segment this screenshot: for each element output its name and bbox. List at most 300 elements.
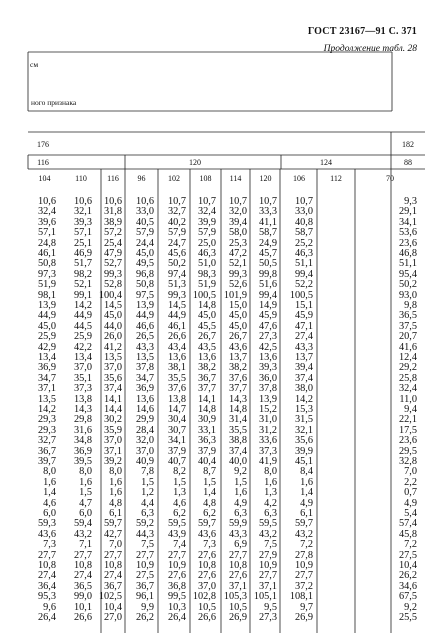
table-cell: 27,7 bbox=[258, 570, 277, 582]
table-cell: 27,7 bbox=[37, 549, 56, 561]
table-cell: 45,0 bbox=[197, 310, 216, 322]
table-cell: 43,5 bbox=[197, 341, 216, 353]
table-cell: 14,1 bbox=[103, 393, 122, 405]
table-cell: 6,3 bbox=[141, 508, 154, 519]
table-cell: 98,1 bbox=[37, 289, 56, 301]
table-cell: 34,1 bbox=[398, 216, 417, 228]
table-cell: 26,5 bbox=[135, 331, 154, 343]
table-cell: 58,7 bbox=[258, 227, 277, 239]
table-cell: 10,6 bbox=[37, 196, 56, 207]
table-cell: 102,8 bbox=[192, 591, 216, 603]
table-cell: 13,5 bbox=[135, 352, 154, 363]
table-cell: 1,2 bbox=[141, 487, 154, 499]
table-cell: 99,4 bbox=[294, 268, 313, 280]
table-cell: 30,9 bbox=[197, 414, 216, 426]
table-cell: 32,1 bbox=[73, 206, 92, 218]
table-cell: 27,6 bbox=[228, 570, 247, 582]
table-cell: 25,9 bbox=[73, 331, 92, 343]
table-cell: 25,4 bbox=[103, 237, 122, 249]
table-cell: 29,3 bbox=[37, 424, 56, 436]
table-cell: 98,2 bbox=[73, 268, 92, 280]
table-cell: 40,4 bbox=[197, 456, 216, 467]
table-cell: 34,7 bbox=[37, 372, 56, 384]
table-cell: 1,5 bbox=[173, 476, 186, 488]
table-cell: 32,8 bbox=[398, 456, 417, 467]
table-cell: 51,9 bbox=[37, 279, 56, 291]
table-cell: 8,4 bbox=[300, 466, 313, 478]
table-cell: 8,7 bbox=[203, 466, 216, 478]
table-cell: 46,1 bbox=[37, 248, 56, 259]
table-cell: 35,1 bbox=[73, 372, 92, 384]
table-cell: 9,7 bbox=[300, 601, 313, 613]
table-cell: 99,1 bbox=[73, 289, 92, 301]
table-cell: 9,2 bbox=[234, 466, 247, 478]
table-cell: 10,8 bbox=[197, 560, 216, 571]
table-cell: 59,7 bbox=[197, 518, 216, 530]
table-cell: 13,8 bbox=[73, 393, 92, 405]
table-cell: 26,2 bbox=[135, 612, 154, 623]
table-cell: 9,8 bbox=[404, 300, 417, 311]
column-header-108: 108 bbox=[199, 174, 212, 183]
table-cell: 26,9 bbox=[228, 612, 247, 623]
table-cell: 9,3 bbox=[404, 196, 417, 207]
table-cell: 10,9 bbox=[167, 560, 186, 571]
table-cell: 10,7 bbox=[167, 196, 186, 207]
column-header-110: 110 bbox=[75, 174, 87, 183]
table-cell: 1,6 bbox=[264, 476, 277, 488]
table-cell: 30,7 bbox=[167, 424, 186, 436]
table-cell: 57,4 bbox=[398, 518, 417, 530]
table-cell: 13,6 bbox=[167, 352, 186, 363]
table-cell: 26,4 bbox=[37, 612, 56, 623]
table-cell: 57,2 bbox=[103, 227, 122, 239]
table-label-feature: ного признака bbox=[31, 98, 77, 107]
table-cell: 41,6 bbox=[398, 341, 417, 353]
table-cell: 57,9 bbox=[135, 227, 154, 239]
table-cell: 44,0 bbox=[103, 320, 122, 332]
table-cell: 45,0 bbox=[228, 320, 247, 332]
table-cell: 27,4 bbox=[103, 570, 122, 582]
table-cell: 37,0 bbox=[103, 362, 122, 374]
table-cell: 10,8 bbox=[103, 560, 122, 571]
table-cell: 43,9 bbox=[167, 528, 186, 540]
table-cell: 14,5 bbox=[167, 300, 186, 311]
table-cell: 52,6 bbox=[228, 279, 247, 291]
table-cell: 7,3 bbox=[203, 539, 216, 551]
table-cell: 100,4 bbox=[98, 289, 122, 301]
table-cell: 50,8 bbox=[135, 279, 154, 291]
table-cell: 98,3 bbox=[197, 268, 216, 280]
table-cell: 13,9 bbox=[37, 300, 56, 311]
table-cell: 42,7 bbox=[103, 528, 122, 540]
table-cell: 17,5 bbox=[398, 424, 417, 436]
table-cell: 52,2 bbox=[294, 279, 313, 291]
table-cell: 52,7 bbox=[103, 258, 122, 270]
table-cell: 45,8 bbox=[398, 528, 417, 540]
table-cell: 59,5 bbox=[167, 518, 186, 530]
table-cell: 105,3 bbox=[223, 591, 247, 603]
table-cell: 43,6 bbox=[228, 341, 247, 353]
table-label-top: см bbox=[30, 60, 39, 69]
table-cell: 38,8 bbox=[228, 435, 247, 447]
table-cell: 24,8 bbox=[37, 237, 56, 249]
table-cell: 4,2 bbox=[264, 497, 277, 509]
table-cell: 59,3 bbox=[37, 518, 56, 530]
table-cell: 38,0 bbox=[294, 383, 313, 395]
table-cell: 14,6 bbox=[135, 404, 154, 415]
table-cell: 37,0 bbox=[103, 435, 122, 447]
table-cell: 25,2 bbox=[294, 237, 313, 249]
table-cell: 8,0 bbox=[109, 466, 122, 478]
table-cell: 24,4 bbox=[135, 237, 154, 249]
table-cell: 45,9 bbox=[258, 310, 277, 322]
table-cell: 37,6 bbox=[167, 383, 186, 395]
table-cell: 10,8 bbox=[228, 560, 247, 571]
table-cell: 46,8 bbox=[398, 248, 417, 259]
table-cell: 58,0 bbox=[228, 227, 247, 239]
table-cell: 31,4 bbox=[228, 414, 247, 426]
table-cell: 27,9 bbox=[258, 549, 277, 561]
column-header-96: 96 bbox=[137, 174, 146, 183]
table-cell: 11,0 bbox=[399, 393, 417, 405]
table-cell: 51,6 bbox=[258, 279, 277, 291]
table-cell: 35,5 bbox=[228, 424, 247, 436]
table-cell: 37,9 bbox=[167, 445, 186, 457]
table-cell: 30,2 bbox=[103, 414, 122, 426]
header-182: 182 bbox=[402, 140, 414, 149]
table-cell: 50,5 bbox=[258, 258, 277, 270]
table-cell: 29,1 bbox=[398, 206, 417, 218]
table-cell: 1,4 bbox=[43, 487, 56, 499]
table-cell: 57,9 bbox=[197, 227, 216, 239]
table-cell: 4,9 bbox=[300, 497, 313, 509]
table-cell: 15,3 bbox=[294, 404, 313, 415]
table-cell: 14,4 bbox=[103, 404, 122, 415]
table-cell: 9,4 bbox=[404, 404, 417, 415]
table-cell: 1,5 bbox=[79, 487, 92, 499]
table-cell: 37,1 bbox=[103, 445, 122, 457]
table-cell: 10,8 bbox=[73, 560, 92, 571]
table-cell: 32,7 bbox=[167, 206, 186, 218]
table-cell: 27,0 bbox=[103, 612, 122, 623]
table-cell: 67,5 bbox=[398, 591, 417, 603]
table-cell: 37,3 bbox=[258, 445, 277, 457]
header-124: 124 bbox=[320, 158, 332, 167]
table-cell: 1,6 bbox=[109, 476, 122, 488]
table-cell: 14,8 bbox=[228, 404, 247, 415]
table-cell: 6,2 bbox=[173, 508, 186, 519]
table-cell: 51,3 bbox=[167, 279, 186, 291]
table-cell: 36,3 bbox=[197, 435, 216, 447]
table-cell: 45,0 bbox=[135, 248, 154, 259]
table-cell: 27,6 bbox=[197, 570, 216, 582]
table-cell: 10,9 bbox=[135, 560, 154, 571]
table-cell: 44,9 bbox=[37, 310, 56, 322]
table-cell: 28,4 bbox=[135, 424, 154, 436]
table-cell: 45,9 bbox=[294, 310, 313, 322]
table-cell: 4,4 bbox=[141, 497, 154, 509]
table-cell: 35,6 bbox=[294, 435, 313, 447]
table-cell: 1,4 bbox=[300, 487, 313, 499]
table-cell: 36,4 bbox=[37, 580, 56, 592]
table-cell: 1,6 bbox=[300, 476, 313, 488]
table-cell: 45,0 bbox=[37, 320, 56, 332]
table-cell: 45,1 bbox=[294, 456, 313, 467]
table-cell: 20,7 bbox=[398, 331, 417, 343]
table-cell: 43,3 bbox=[135, 341, 154, 353]
table-cell: 13,7 bbox=[294, 352, 313, 363]
table-cell: 37,5 bbox=[398, 320, 417, 332]
table-cell: 100,5 bbox=[192, 289, 216, 301]
table-cell: 37,0 bbox=[197, 580, 216, 592]
header-176: 176 bbox=[37, 140, 49, 149]
table-cell: 100,5 bbox=[289, 289, 313, 301]
table-cell: 43,6 bbox=[197, 528, 216, 540]
table-cell: 51,0 bbox=[197, 258, 216, 270]
table-cell: 27,7 bbox=[167, 549, 186, 561]
table-cell: 15,0 bbox=[228, 300, 247, 311]
table-cell: 10,6 bbox=[103, 196, 122, 207]
table-cell: 31,0 bbox=[258, 414, 277, 426]
header-120: 120 bbox=[189, 158, 201, 167]
table-cell: 6,1 bbox=[300, 508, 313, 519]
table-cell: 23,6 bbox=[398, 435, 417, 447]
table-cell: 10,7 bbox=[258, 196, 277, 207]
table-cell: 44,3 bbox=[135, 528, 154, 540]
table-cell: 36,9 bbox=[37, 362, 56, 374]
table-cell: 43,3 bbox=[294, 341, 313, 353]
table-cell: 7,3 bbox=[43, 539, 56, 551]
table-cell: 14,5 bbox=[103, 300, 122, 311]
table-cell: 0,7 bbox=[404, 487, 417, 499]
table-cell: 1,6 bbox=[234, 487, 247, 499]
table-cell: 33,3 bbox=[258, 206, 277, 218]
table-cell: 13,6 bbox=[258, 352, 277, 363]
table-cell: 1,3 bbox=[264, 487, 277, 499]
table-cell: 4,6 bbox=[43, 497, 56, 509]
table-cell: 14,2 bbox=[294, 393, 313, 405]
table-cell: 51,1 bbox=[294, 258, 313, 270]
table-cell: 46,1 bbox=[167, 320, 186, 332]
table-cell: 22,1 bbox=[398, 414, 417, 426]
table-cell: 40,0 bbox=[228, 456, 247, 467]
table-cell: 99,0 bbox=[73, 591, 92, 603]
table-cell: 42,9 bbox=[37, 341, 56, 353]
table-cell: 45,0 bbox=[228, 310, 247, 322]
table-cell: 43,6 bbox=[37, 528, 56, 540]
table-cell: 7,5 bbox=[264, 539, 277, 551]
column-header-116: 116 bbox=[107, 174, 119, 183]
table-cell: 43,4 bbox=[167, 341, 186, 353]
table-cell: 13,9 bbox=[135, 300, 154, 311]
column-header-70: 70 bbox=[386, 174, 394, 183]
table-cell: 31,8 bbox=[103, 206, 122, 218]
table-cell: 4,6 bbox=[173, 497, 186, 509]
table-cell: 7,4 bbox=[173, 539, 186, 551]
table-cell: 12,4 bbox=[398, 352, 417, 363]
table-cell: 36,9 bbox=[73, 445, 92, 457]
table-cell: 13,6 bbox=[135, 393, 154, 405]
table-cell: 97,3 bbox=[37, 268, 56, 280]
table-cell: 39,9 bbox=[197, 216, 216, 228]
table-cell: 41,2 bbox=[103, 341, 122, 353]
table-cell: 10,6 bbox=[135, 196, 154, 207]
table-cell: 34,7 bbox=[135, 372, 154, 384]
table-cell: 27,4 bbox=[37, 570, 56, 582]
table-cell: 36,7 bbox=[135, 580, 154, 592]
table-cell: 52,1 bbox=[228, 258, 247, 270]
table-cell: 26,6 bbox=[73, 612, 92, 623]
table-cell: 52,8 bbox=[103, 279, 122, 291]
table-cell: 101,9 bbox=[223, 289, 247, 301]
table-cell: 6,2 bbox=[203, 508, 216, 519]
table-cell: 36,7 bbox=[37, 445, 56, 457]
table-cell: 13,5 bbox=[37, 393, 56, 405]
table-cell: 38,2 bbox=[228, 362, 247, 374]
table-cell: 96,1 bbox=[135, 591, 154, 603]
table-cell: 14,1 bbox=[197, 393, 216, 405]
table-cell: 1,5 bbox=[203, 476, 216, 488]
table-cell: 25,9 bbox=[37, 331, 56, 343]
table-cell: 45,5 bbox=[197, 320, 216, 332]
table-cell: 57,1 bbox=[73, 227, 92, 239]
table-cell: 6,3 bbox=[234, 508, 247, 519]
table-cell: 25,5 bbox=[398, 612, 417, 623]
table-cell: 38,1 bbox=[167, 362, 186, 374]
table-cell: 27,7 bbox=[135, 549, 154, 561]
table-cell: 14,2 bbox=[37, 404, 56, 415]
table-cell: 40,2 bbox=[167, 216, 186, 228]
table-cell: 7,8 bbox=[141, 466, 154, 478]
table-cell: 99,3 bbox=[228, 268, 247, 280]
table-cell: 47,9 bbox=[103, 248, 122, 259]
table-cell: 37,6 bbox=[228, 372, 247, 384]
table-cell: 1,4 bbox=[203, 487, 216, 499]
table-cell: 10,6 bbox=[73, 196, 92, 207]
table-cell: 57,1 bbox=[37, 227, 56, 239]
table-cell: 14,8 bbox=[197, 300, 216, 311]
table-cell: 31,6 bbox=[73, 424, 92, 436]
table-cell: 96,8 bbox=[135, 268, 154, 280]
table-cell: 38,2 bbox=[197, 362, 216, 374]
table-cell: 32,7 bbox=[37, 435, 56, 447]
table-cell: 10,9 bbox=[258, 560, 277, 571]
table-cell: 34,8 bbox=[73, 435, 92, 447]
table-cell: 36,0 bbox=[258, 372, 277, 384]
table-cell: 32,4 bbox=[398, 383, 417, 395]
table-cell: 44,5 bbox=[73, 320, 92, 332]
table-cell: 7,1 bbox=[79, 539, 92, 551]
table-cell: 13,9 bbox=[258, 393, 277, 405]
table-cell: 32,1 bbox=[294, 424, 313, 436]
table-cell: 25,0 bbox=[197, 237, 216, 249]
table-cell: 27,4 bbox=[73, 570, 92, 582]
table-cell: 8,0 bbox=[79, 466, 92, 478]
table-cell: 37,0 bbox=[135, 445, 154, 457]
table-cell: 7,2 bbox=[300, 539, 313, 551]
table-cell: 47,1 bbox=[294, 320, 313, 332]
table-cell: 108,1 bbox=[289, 591, 313, 603]
table-cell: 29,9 bbox=[135, 414, 154, 426]
table-cell: 32,4 bbox=[37, 206, 56, 218]
table-cell: 26,0 bbox=[103, 331, 122, 343]
table-cell: 40,7 bbox=[167, 456, 186, 467]
table-cell: 52,1 bbox=[73, 279, 92, 291]
table-cell: 27,3 bbox=[258, 331, 277, 343]
table-cell: 39,4 bbox=[228, 216, 247, 228]
table-cell: 9,6 bbox=[43, 601, 56, 613]
table-cell: 53,6 bbox=[398, 227, 417, 239]
table-cell: 29,2 bbox=[398, 362, 417, 374]
table-cell: 26,6 bbox=[197, 612, 216, 623]
table-cell: 13,5 bbox=[103, 352, 122, 363]
table-cell: 37,4 bbox=[294, 372, 313, 384]
table-cell: 32,0 bbox=[228, 206, 247, 218]
column-header-104: 104 bbox=[38, 174, 51, 183]
table-cell: 99,5 bbox=[167, 591, 186, 603]
table-cell: 27,6 bbox=[167, 570, 186, 582]
table-cell: 37,7 bbox=[228, 383, 247, 395]
table-cell: 14,9 bbox=[258, 300, 277, 311]
table-cell: 4,7 bbox=[79, 497, 92, 509]
table-cell: 95,4 bbox=[398, 268, 417, 280]
column-header-102: 102 bbox=[168, 174, 180, 183]
table-cell: 36,7 bbox=[103, 580, 122, 592]
table-cell: 37,2 bbox=[294, 580, 313, 592]
table-cell: 33,0 bbox=[135, 206, 154, 218]
table-cell: 99,8 bbox=[258, 268, 277, 280]
table-cell: 36,5 bbox=[398, 310, 417, 322]
table-cell: 25,8 bbox=[398, 372, 417, 384]
table-cell: 9,9 bbox=[141, 601, 154, 613]
table-cell: 10,3 bbox=[167, 601, 186, 613]
table-cell: 7,0 bbox=[109, 539, 122, 551]
column-header-114: 114 bbox=[229, 174, 242, 183]
table-cell: 10,4 bbox=[398, 560, 417, 571]
table-cell: 41,1 bbox=[258, 216, 277, 228]
table-cell: 27,3 bbox=[258, 612, 277, 623]
table-cell: 44,9 bbox=[73, 310, 92, 322]
table-cell: 27,5 bbox=[398, 549, 417, 561]
table-cell: 59,7 bbox=[294, 518, 313, 530]
table-cell: 13,6 bbox=[197, 352, 216, 363]
table-cell: 8,2 bbox=[173, 466, 186, 478]
table-cell: 45,6 bbox=[167, 248, 186, 259]
table-cell: 99,3 bbox=[103, 268, 122, 280]
table-cell: 59,2 bbox=[135, 518, 154, 530]
table-cell: 7,5 bbox=[141, 539, 154, 551]
table-cell: 5,4 bbox=[404, 508, 417, 519]
table-cell: 99,3 bbox=[167, 289, 186, 301]
table-cell: 32,0 bbox=[135, 435, 154, 447]
table-cell: 37,3 bbox=[73, 383, 92, 395]
table-cell: 105,1 bbox=[253, 591, 277, 603]
table-cell: 40,8 bbox=[294, 216, 313, 228]
table-cell: 39,3 bbox=[258, 362, 277, 374]
table-cell: 29,5 bbox=[398, 445, 417, 457]
table-cell: 59,4 bbox=[73, 518, 92, 530]
table-cell: 59,5 bbox=[258, 518, 277, 530]
table-cell: 15,2 bbox=[258, 404, 277, 415]
table-cell: 36,9 bbox=[135, 383, 154, 395]
table-cell: 37,1 bbox=[228, 580, 247, 592]
table-cell: 25,1 bbox=[73, 237, 92, 249]
table-cell: 49,5 bbox=[135, 258, 154, 270]
table-cell: 14,3 bbox=[228, 393, 247, 405]
table-cell: 13,7 bbox=[228, 352, 247, 363]
table-cell: 30,4 bbox=[167, 414, 186, 426]
table-cell: 37,1 bbox=[37, 383, 56, 395]
